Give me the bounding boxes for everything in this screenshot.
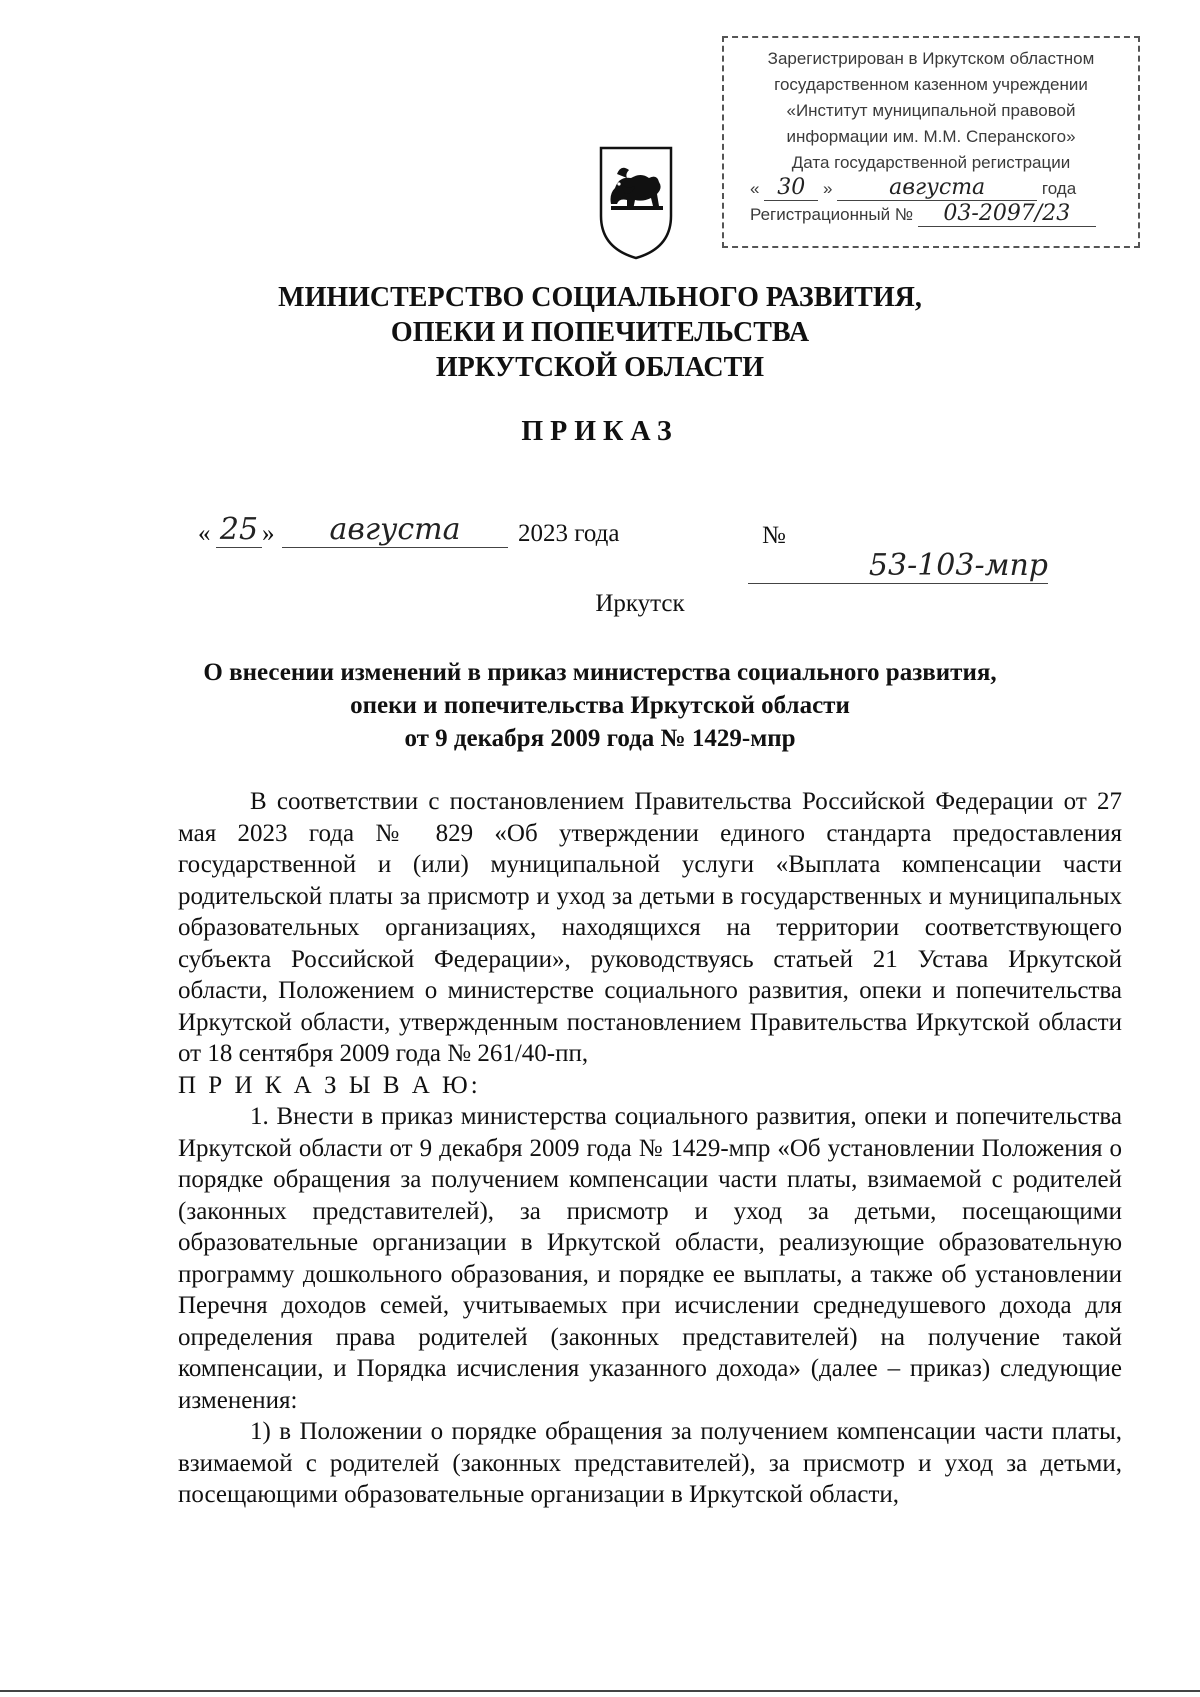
document-type: ПРИКАЗ [521,416,679,447]
stamp-line-1: Зарегистрирован в Иркутском областном [767,49,1095,68]
item-1-paragraph: 1. Внести в приказ министерства социального развития, опеки и попечительства Иркутской области от 9 декабря 2009 года № 1429-мпр «Об установлении Положения о порядке обращения за получением компенсации части платы, взимаемой с родителей (законных представителей), за присмотр и уход за детьми, посещающими образовательные организации в Иркутской области, реализующие образовательную программу дошкольного образования, и порядке ее выплаты, а также об установлении Перечня доходов семей, учитываемых при исчислении среднедушевого дохода для определения права родителей (законных представителей) на получение такой компенсации, и Порядка исчисления указанного дохода» (далее – приказ) следующие изменения: [178,1103,1122,1414]
stamp-line-3: «Институт муниципальной правовой [786,101,1076,120]
stamp-date-month: августа [837,176,1037,201]
stamp-line-4: информации им. М.М. Сперанского» [786,127,1076,146]
order-date-year: 2023 года [518,520,620,547]
order-city: Иркутск [595,590,685,617]
order-subject [150,656,1050,755]
stamp-date-open: « [750,179,760,198]
order-date-month: августа [282,512,508,548]
order-date-open: « [198,520,211,547]
stamp-date-year-label: года [1041,179,1077,198]
directive-word: П Р И К А З Ы В А Ю: [178,1071,481,1099]
stamp-date-mid: » [822,179,833,198]
item-1-1-paragraph: 1) в Положении о порядке обращения за получением компенсации части платы, взимаемой с родителей (законных представителей), за присмотр и уход за детьми, посещающими образовательные организации в Иркутской области, [178,1418,1122,1508]
stamp-date-day: 30 [764,176,818,201]
order-number-label: № [762,522,786,549]
order-date-day: 25 [216,512,262,548]
organization-header [250,280,950,385]
order-date-close: » [262,520,275,547]
stamp-date-row [724,176,1138,202]
subject-line-2: опеки и попечительства Иркутской области [350,692,850,719]
preamble-paragraph: В соответствии с постановлением Правительства Российской Федерации от 27 мая 2023 года № 829 «Об утверждении единого стандарта предоставления государственной и (или) муниципальной услуги «Выплата компенсации части родительской платы за присмотр и уход за детьми в государственных и муниципальных образовательных организациях, находящихся на территории соответствующего субъекта Российской Федерации», руководствуясь статьей 21 Устава Иркутской области, Положением о министерстве социального развития, опеки и попечительства Иркутской области, утвержденным постановлением Правительства Иркутской области от 18 сентября 2009 года № 261/40-пп, [178,788,1122,1067]
coat-of-arms-icon [597,144,675,262]
org-line-3: ИРКУТСКОЙ ОБЛАСТИ [435,352,765,383]
registration-stamp [722,36,1140,248]
org-line-1: МИНИСТЕРСТВО СОЦИАЛЬНОГО РАЗВИТИЯ, [278,282,922,313]
page-bottom-edge [0,1690,1200,1692]
order-number: 53-103-мпр [748,548,1048,584]
order-body [178,786,1122,1511]
stamp-reg-label: Регистрационный № [750,205,914,224]
stamp-reg-row [724,202,1138,228]
stamp-line-5: Дата государственной регистрации [791,153,1071,172]
subject-line-1: О внесении изменений в приказ министерства социального развития, [203,659,997,686]
stamp-line-2: государственном казенном учреждении [774,75,1088,94]
org-line-2: ОПЕКИ И ПОПЕЧИТЕЛЬСТВА [390,317,810,348]
stamp-reg-number: 03-2097/23 [918,202,1096,227]
subject-line-3: от 9 декабря 2009 года № 1429-мпр [404,725,796,752]
